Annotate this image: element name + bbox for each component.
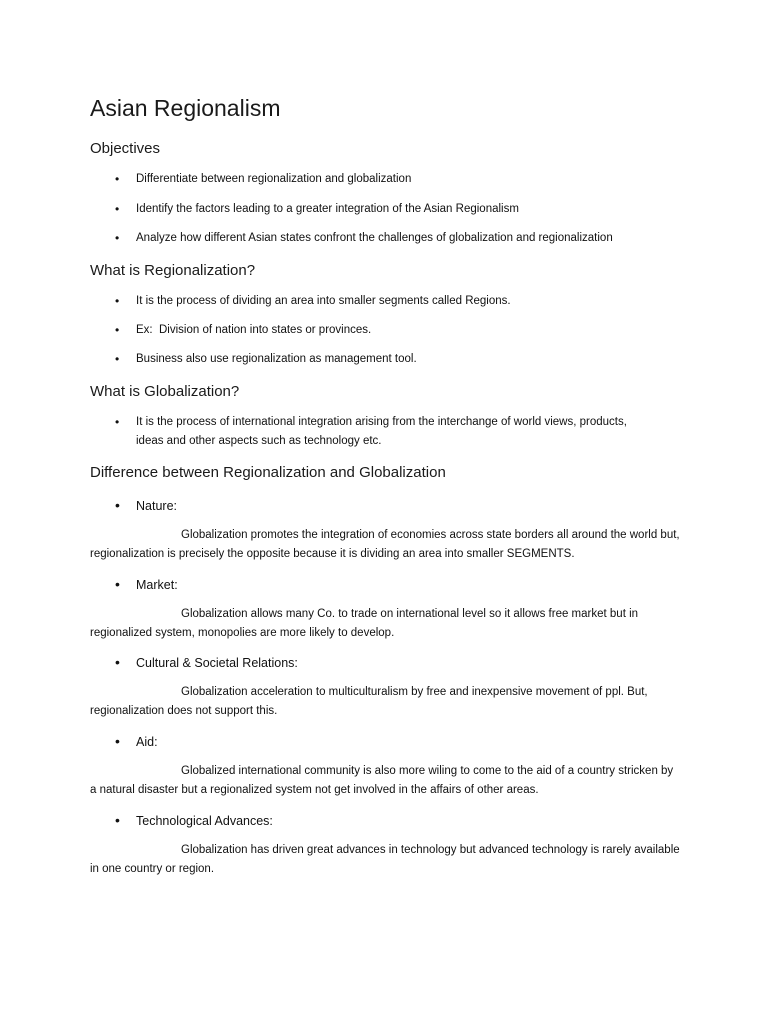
objective-item: • Differentiate between regionalization and globalization [115,170,411,189]
bullet-icon: • [115,654,120,670]
difference-label-technology: • Technological Advances: [115,812,273,828]
difference-label-nature: • Nature: [115,497,177,513]
regionalization-item: • Ex: Division of nation into states or provinces. [115,321,371,340]
bullet-icon: • [115,294,120,308]
objective-item: • Analyze how different Asian states confront the challenges of globalization and regionalization [115,229,613,248]
regionalization-heading: What is Regionalization? [90,262,256,279]
bullet-icon: • [115,733,120,749]
bullet-icon: • [115,323,120,337]
difference-heading: Difference between Regionalization and Globalization [90,464,446,481]
bullet-icon: • [115,576,120,592]
difference-label-cultural: • Cultural & Societal Relations: [115,654,298,670]
objective-item: • Identify the factors leading to a greater integration of the Asian Regionalism [115,200,519,219]
bullet-icon: • [115,415,120,429]
difference-text-nature: Globalization promotes the integration of economies across state borders all around the world but, regionalization is precisely the opposite because it is dividing an area into smaller SEGMENTS. [90,529,680,560]
document-title: Asian Regionalism [90,95,281,121]
globalization-heading: What is Globalization? [90,383,240,400]
regionalization-item: • Business also use regionalization as management tool. [115,350,417,369]
globalization-item: • It is the process of international integration arising from the interchange of world views, products, ideas and other aspects such as technology etc. [115,415,627,447]
difference-label-market: • Market: [115,576,178,592]
bullet-icon: • [115,172,120,186]
difference-text-cultural: Globalization acceleration to multiculturalism by free and inexpensive movement of ppl. But, regionalization does not support this. [90,686,648,717]
bullet-icon: • [115,202,120,216]
difference-text-aid: Globalized international community is also more wiling to come to the aid of a country stricken by a natural disaster but a regionalized system not get involved in the affairs of other areas. [90,765,674,796]
difference-text-market: Globalization allows many Co. to trade on international level so it allows free market but in regionalized system, monopolies are more likely to develop. [90,608,639,639]
regionalization-item: • It is the process of dividing an area into smaller segments called Regions. [115,292,511,311]
difference-text-technology: Globalization has driven great advances in technology but advanced technology is rarely available in one country or region. [90,844,680,875]
bullet-icon: • [115,812,120,828]
objectives-heading: Objectives [90,140,161,157]
bullet-icon: • [115,231,120,245]
difference-label-aid: • Aid: [115,733,158,749]
bullet-icon: • [115,497,120,513]
bullet-icon: • [115,352,120,366]
